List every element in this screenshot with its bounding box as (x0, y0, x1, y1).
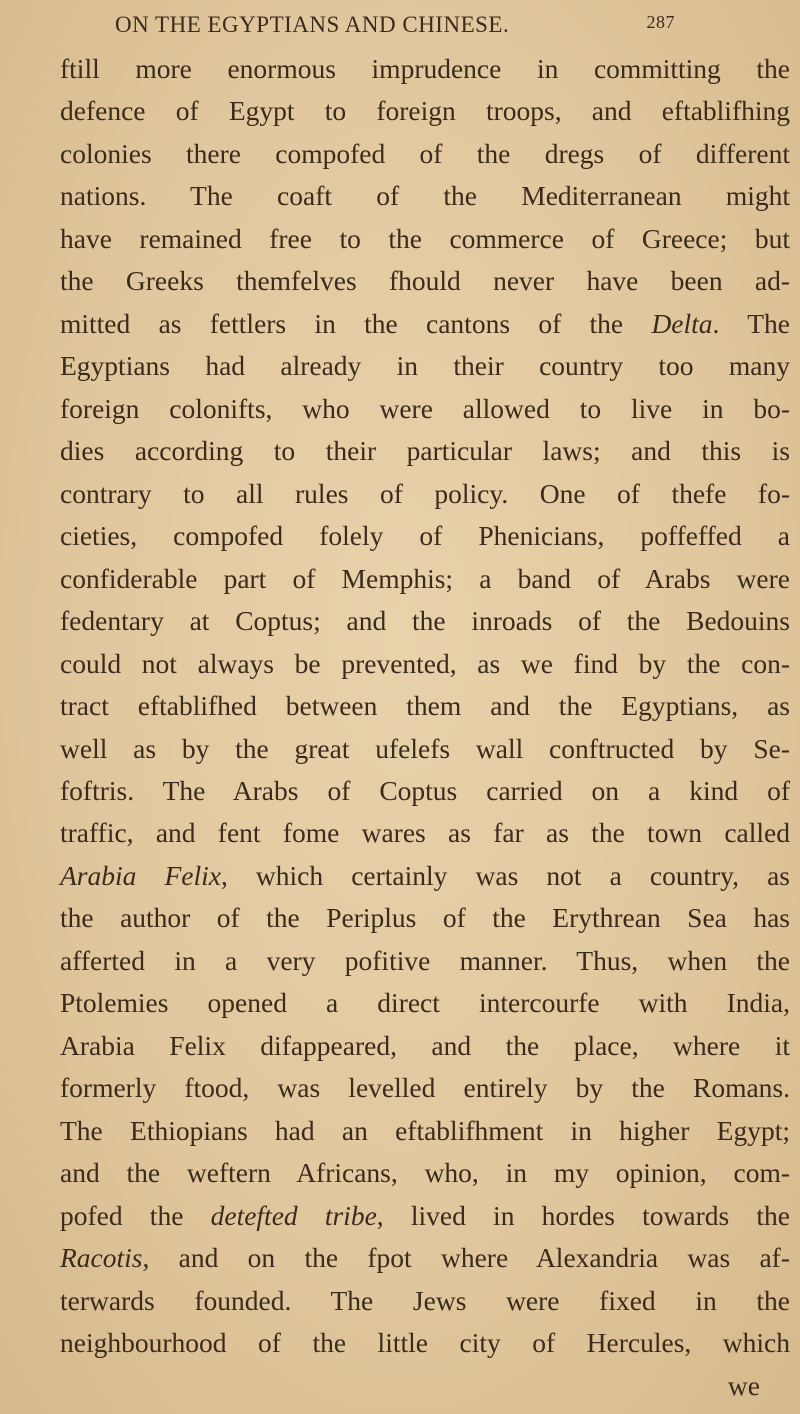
text-line: foreign colonifts, who were allowed to live in bo- (60, 392, 790, 424)
text-line: cieties, compofed folely of Phenicians, poffeffed a (60, 520, 790, 552)
text-line: and the weftern Africans, who, in my opinion, com- (60, 1157, 790, 1189)
text-line: well as by the great ufelefs wall conftructed by Se- (60, 732, 790, 764)
text-line: could not always be prevented, as we find by the con- (60, 647, 790, 679)
text-line: the author of the Periplus of the Erythrean Sea has (60, 902, 790, 934)
text-line: colonies there compofed of the dregs of different (60, 137, 790, 169)
text-line: Arabia Felix difappeared, and the place, where it (60, 1029, 790, 1061)
running-title: ON THE EGYPTIANS AND CHINESE. (115, 12, 510, 37)
text-line: have remained free to the commerce of Greece; but (60, 222, 790, 254)
text-line: contrary to all rules of policy. One of thefe fo- (60, 477, 790, 509)
text-line: Ptolemies opened a direct intercourfe with India, (60, 987, 790, 1019)
text-line: mitted as fettlers in the cantons of the Delta. The (60, 307, 790, 339)
page-number: 287 (646, 12, 675, 32)
text-line: nations. The coaft of the Mediterranean might (60, 180, 790, 212)
catchword: we (727, 1369, 760, 1401)
text-line: pofed the detefted tribe, lived in hordes towards the (60, 1199, 791, 1231)
text-line: formerly ftood, was levelled entirely by the Romans. (60, 1072, 790, 1104)
text-line: dies according to their particular laws; and this is (60, 435, 790, 467)
text-line: The Ethiopians had an eftablifhment in higher Egypt; (60, 1114, 790, 1146)
text-line: fedentary at Coptus; and the inroads of the Bedouins (60, 605, 790, 637)
text-line: afferted in a very pofitive manner. Thus, when the (60, 944, 790, 976)
text-line: traffic, and fent fome wares as far as the town called (60, 817, 790, 849)
text-line: Egyptians had already in their country too many (60, 350, 790, 382)
text-line: foftris. The Arabs of Coptus carried on a kind of (60, 774, 790, 806)
text-line: Arabia Felix, which certainly was not a country, as (60, 859, 790, 891)
text-line: the Greeks themfelves fhould never have been ad- (60, 265, 790, 297)
text-line: terwards founded. The Jews were fixed in the (60, 1284, 790, 1316)
text-line: ftill more enormous imprudence in committing the (60, 53, 790, 84)
running-header (115, 12, 675, 38)
text-line: neighbourhood of the little city of Hercules, which (60, 1327, 790, 1359)
body-text (60, 48, 790, 1407)
text-line: confiderable part of Memphis; a band of Arabs were (60, 562, 790, 594)
text-line: defence of Egypt to foreign troops, and eftablifhing (60, 95, 790, 127)
text-line: Racotis, and on the fpot where Alexandria was af- (60, 1242, 790, 1274)
text-line: tract eftablifhed between them and the Egyptians, as (60, 690, 790, 722)
